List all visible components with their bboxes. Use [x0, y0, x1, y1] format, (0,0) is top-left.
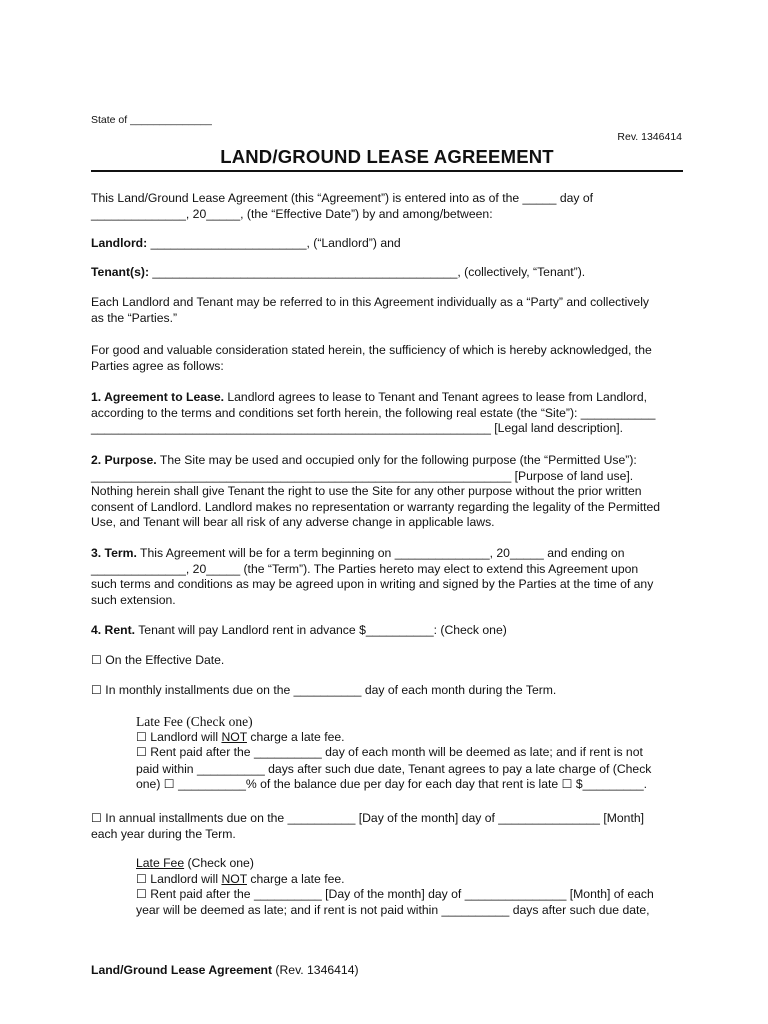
section-heading: 4. Rent. [91, 623, 136, 637]
section-text: according to the terms and conditions set forth herein, the following real estate (the “Site”): ___________ [91, 405, 656, 420]
section-text: Landlord agrees to lease to Tenant and Tenant agrees to lease from Landlord, [223, 390, 648, 404]
footer-title: Land/Ground Lease Agreement [91, 963, 273, 977]
parties-line: Each Landlord and Tenant may be referred to in this Agreement individually as a “Party” and collectively [91, 295, 649, 309]
late-fee-text: one) ☐ __________% of the balance due per day for each day that rent is late ☐ $_________. [136, 777, 648, 791]
page-footer [91, 963, 359, 977]
state-field: State of ______________ [91, 114, 212, 126]
document-title: LAND/GROUND LEASE AGREEMENT [220, 146, 554, 167]
section-text: such terms and conditions as may be agreed upon in writing and signed by the Parties at the time of any [91, 577, 654, 591]
late-fee-text: paid within __________ days after such due date, Tenant agrees to pay a late charge of (Check [136, 761, 652, 776]
section-purpose [91, 453, 683, 531]
footer-revision: (Rev. 1346414) [272, 963, 359, 977]
section-term [91, 546, 683, 608]
section-text: such extension. [91, 592, 176, 607]
section-text: consent of Landlord. Landlord makes no representation or warranty regarding the legality of the Permitted [91, 499, 661, 514]
late-fee-heading: Late Fee (Check one) [136, 856, 254, 870]
option-annual[interactable] [91, 811, 683, 842]
late-fee-monthly-block [136, 714, 676, 793]
tenant-blank: _____________________________________________, (collectively, “Tenant”). [149, 265, 586, 279]
intro-line: ______________, 20_____, (the “Effective Date”) by and among/between: [91, 206, 493, 221]
section-text: Nothing herein shall give Tenant the right to use the Site for any other purpose without the prior written [91, 484, 642, 498]
section-text: Use, and Tenant will bear all risk of any adverse change in applicable laws. [91, 515, 495, 529]
late-fee-charge-option[interactable]: ☐ Rent paid after the __________ day of each month will be deemed as late; and if rent is not [136, 745, 643, 759]
parties-paragraph [91, 295, 683, 326]
section-heading: 3. Term. [91, 546, 137, 560]
tenant-line [91, 265, 683, 281]
late-fee-heading: Late Fee (Check one) [136, 714, 253, 729]
late-fee-no-charge-option[interactable]: ☐ Landlord will NOT charge a late fee. [136, 729, 345, 744]
section-text: This Agreement will be for a term beginning on ______________, 20_____ and ending on [136, 546, 625, 560]
section-text: Tenant will pay Landlord rent in advance $__________: (Check one) [135, 623, 507, 637]
section-heading: 2. Purpose. [91, 453, 157, 467]
intro-line: This Land/Ground Lease Agreement (this “Agreement”) is entered into as of the _____ day of [91, 191, 594, 205]
consideration-line: Parties agree as follows: [91, 358, 224, 373]
title-divider [91, 170, 683, 172]
consideration-paragraph [91, 343, 683, 374]
late-fee-no-charge-option[interactable]: ☐ Landlord will NOT charge a late fee. [136, 871, 345, 886]
landlord-blank: _______________________, (“Landlord”) and [147, 236, 401, 250]
landlord-line [91, 236, 683, 252]
option-annual-line: each year during the Term. [91, 826, 236, 841]
tenant-label: Tenant(s): [91, 265, 149, 279]
consideration-line: For good and valuable consideration stated herein, the sufficiency of which is hereby acknowledged, the [91, 343, 652, 357]
late-fee-charge-option[interactable]: ☐ Rent paid after the __________ [Day of the month] day of _______________ [Month] of each [136, 887, 654, 901]
late-fee-text: year will be deemed as late; and if rent is not paid within __________ days after such due date, [136, 902, 650, 917]
section-text: ______________, 20_____ (the “Term”). The Parties hereto may elect to extend this Agreement upon [91, 561, 639, 576]
section-text: The Site may be used and occupied only for the following purpose (the “Permitted Use”): [156, 453, 637, 467]
section-agreement-to-lease [91, 390, 683, 437]
late-fee-annual-block [136, 856, 676, 918]
revision-number: Rev. 1346414 [617, 131, 682, 143]
section-heading: 1. Agreement to Lease. [91, 390, 224, 404]
option-annual-line: ☐ In annual installments due on the __________ [Day of the month] day of _______________ [Month] [91, 811, 644, 825]
parties-line: as the “Parties.” [91, 310, 178, 325]
option-monthly[interactable]: ☐ In monthly installments due on the __________ day of each month during the Term. [91, 683, 557, 697]
section-rent [91, 623, 683, 639]
option-effective-date[interactable]: ☐ On the Effective Date. [91, 653, 225, 667]
section-text: ______________________________________________________________ [Purpose of land use]. [91, 468, 634, 483]
section-text: ___________________________________________________________ [Legal land description]. [91, 421, 624, 435]
landlord-label: Landlord: [91, 236, 148, 250]
intro-paragraph [91, 191, 683, 222]
